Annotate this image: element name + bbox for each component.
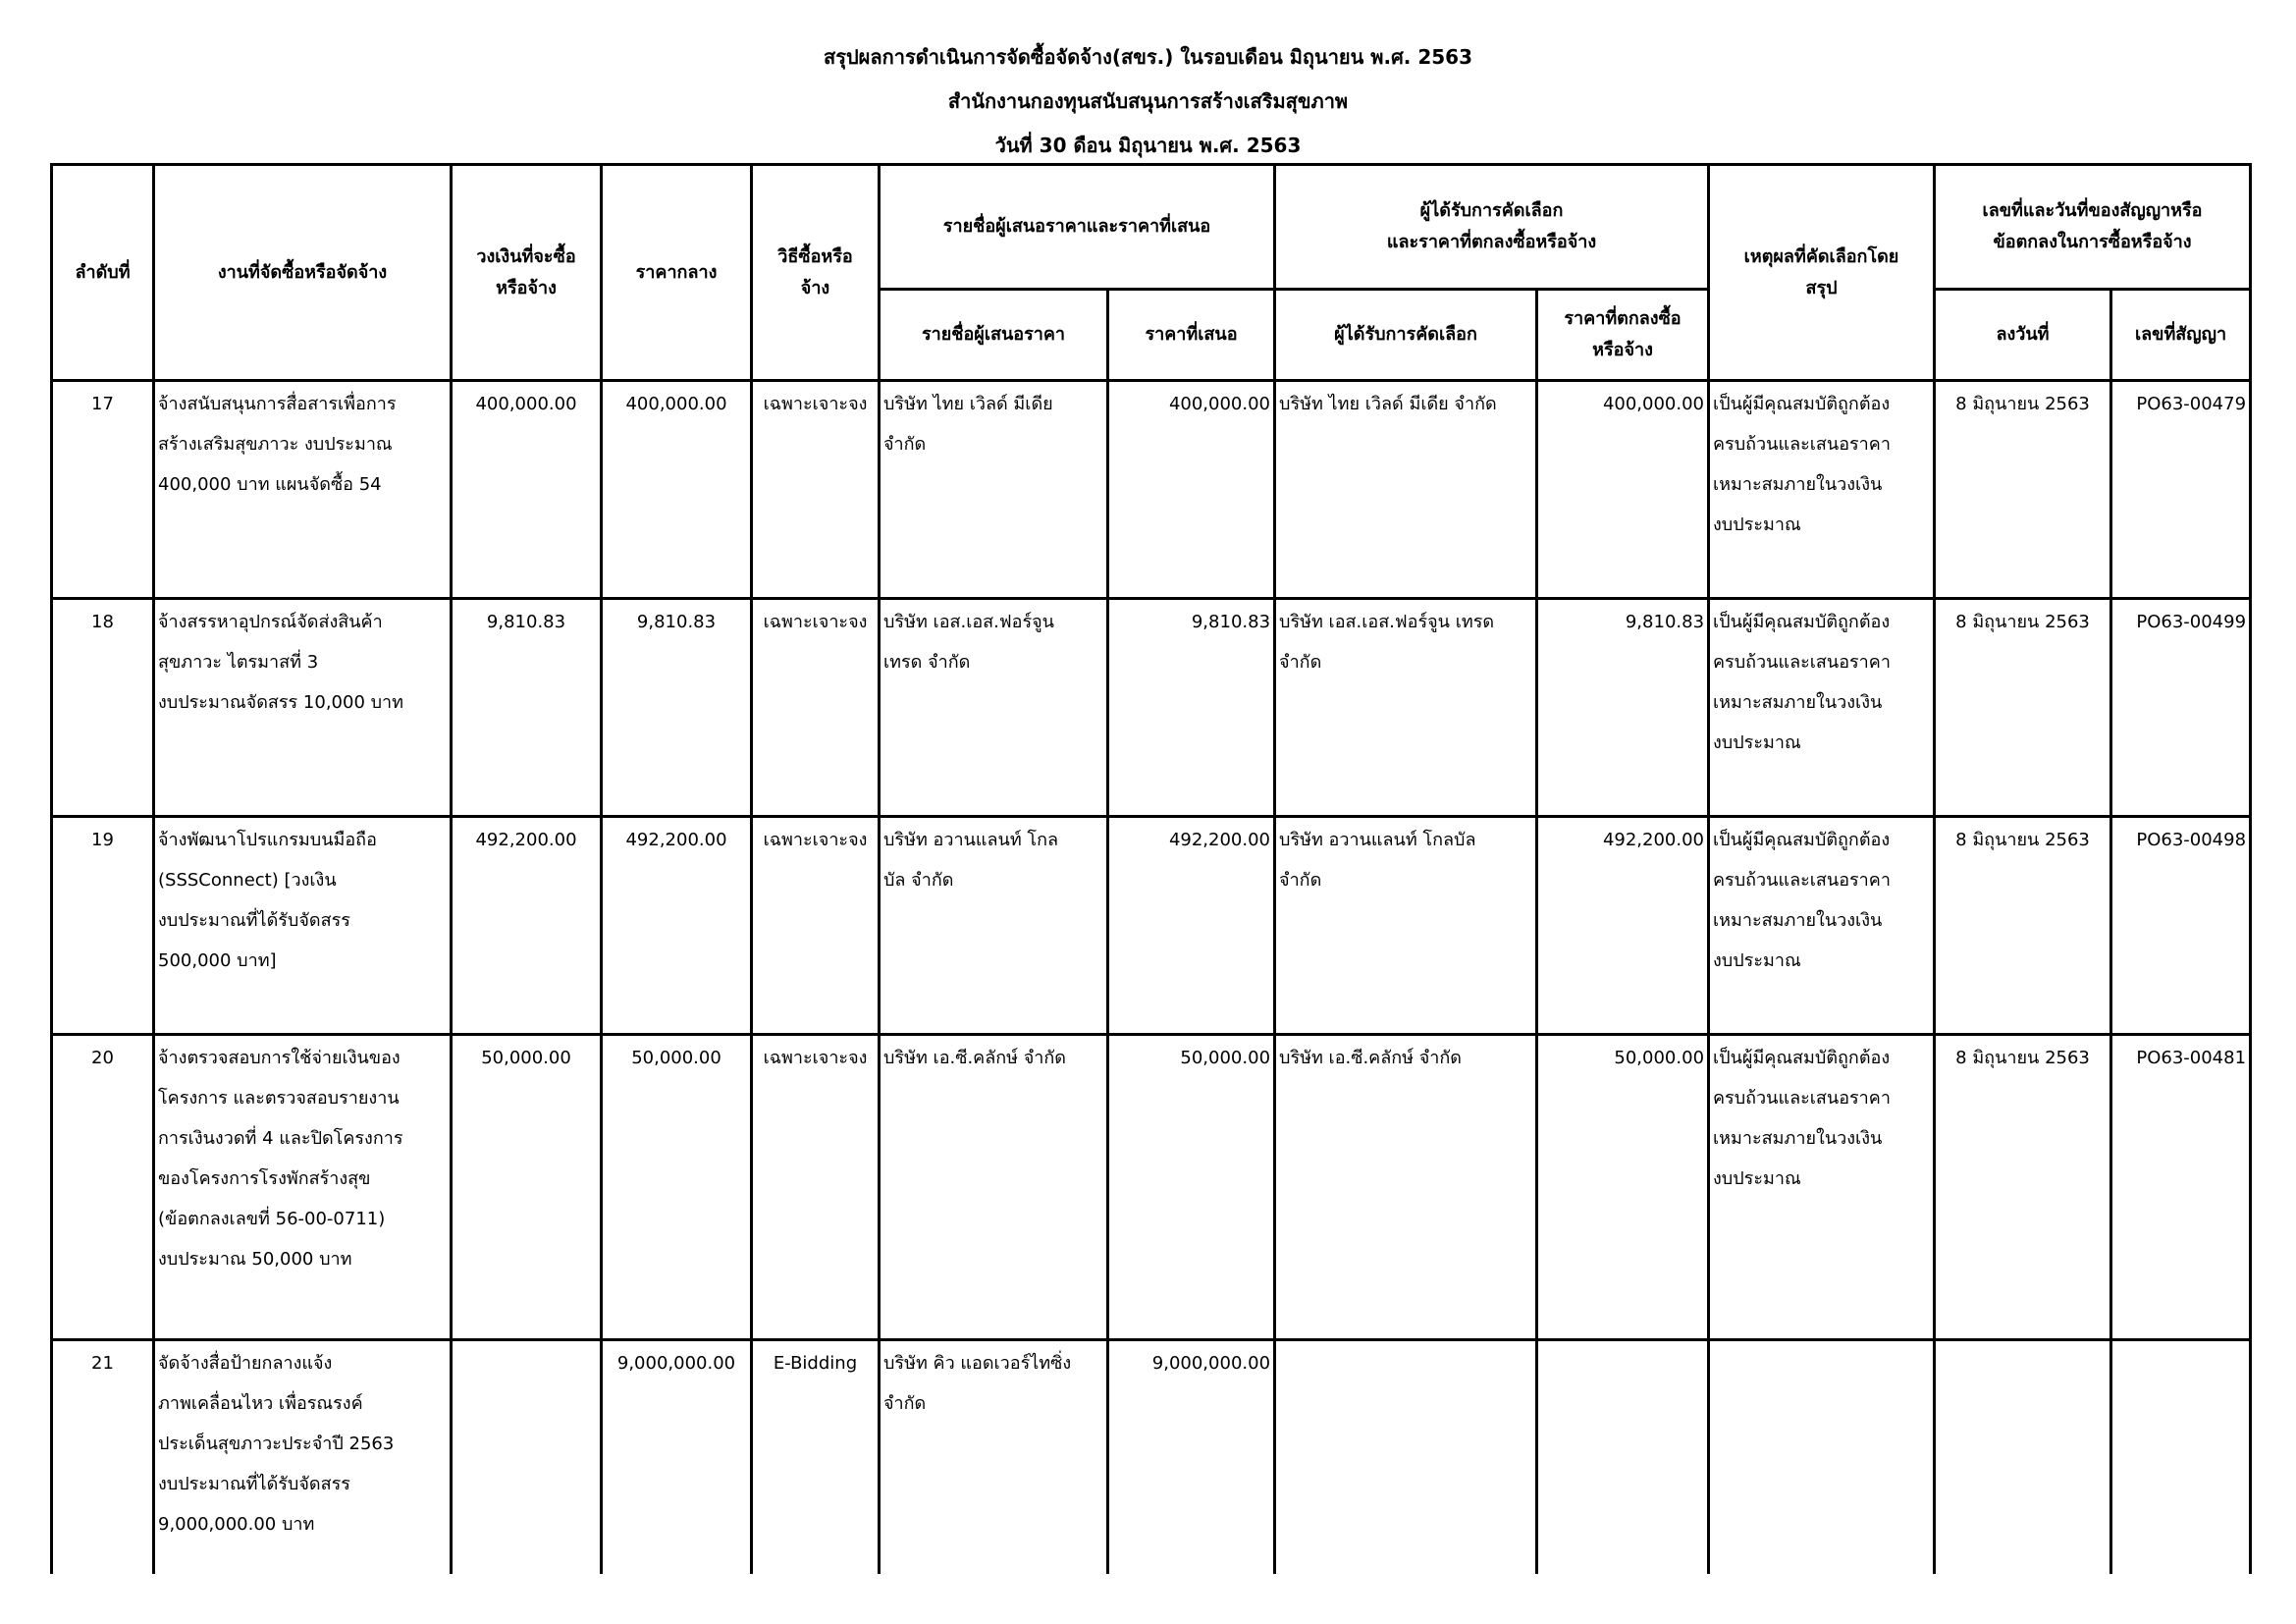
- col-header-contract-group: เลขที่และวันที่ของสัญญาหรือ ข้อตกลงในการซื้อหรือจ้าง: [1935, 165, 2251, 290]
- cell-median-price: 9,000,000.00: [602, 1340, 752, 1575]
- col-header-reason: เหตุผลที่คัดเลือกโดย สรุป: [1709, 165, 1935, 381]
- document-header: [0, 35, 2296, 168]
- cell-reason: [1709, 1340, 1935, 1575]
- cell-task: จ้างสนับสนุนการสื่อสารเพื่อการ สร้างเสริมสุขภาวะ งบประมาณ 400,000 บาท แผนจัดซื้อ 54: [154, 381, 452, 599]
- cell-reason: เป็นผู้มีคุณสมบัติถูกต้อง ครบถ้วนและเสนอราคา เหมาะสมภายในวงเงิน งบประมาณ: [1709, 817, 1935, 1035]
- col-header-task: งานที่จัดซื้อหรือจัดจ้าง: [154, 165, 452, 381]
- cell-no: 20: [52, 1035, 154, 1340]
- cell-agreed-price: 50,000.00: [1537, 1035, 1709, 1340]
- col-header-no: ลำดับที่: [52, 165, 154, 381]
- cell-method: E-Bidding: [752, 1340, 880, 1575]
- cell-median-price: 492,200.00: [602, 817, 752, 1035]
- cell-contract-date: [1935, 1340, 2111, 1575]
- cell-no: 19: [52, 817, 154, 1035]
- cell-no: 18: [52, 599, 154, 817]
- cell-budget: 400,000.00: [452, 381, 602, 599]
- cell-contract-no: PO63-00479: [2111, 381, 2251, 599]
- cell-budget: 50,000.00: [452, 1035, 602, 1340]
- cell-contract-no: PO63-00498: [2111, 817, 2251, 1035]
- col-header-bidder-name: รายชื่อผู้เสนอราคา: [880, 290, 1108, 381]
- cell-contract-date: 8 มิถุนายน 2563: [1935, 381, 2111, 599]
- cell-selected-name: [1275, 1340, 1537, 1575]
- cell-method: เฉพาะเจาะจง: [752, 381, 880, 599]
- cell-bidder-name: บริษัท เอส.เอส.ฟอร์จูน เทรด จำกัด: [880, 599, 1108, 817]
- col-header-contract-no: เลขที่สัญญา: [2111, 290, 2251, 381]
- cell-reason: เป็นผู้มีคุณสมบัติถูกต้อง ครบถ้วนและเสนอราคา เหมาะสมภายในวงเงิน งบประมาณ: [1709, 1035, 1935, 1340]
- cell-task: จัดจ้างสื่อป้ายกลางแจ้ง ภาพเคลื่อนไหว เพื่อรณรงค์ ประเด็นสุขภาวะประจำปี 2563 งบประมาณที่ได้รับจัดสรร 9,000,000.00 บาท: [154, 1340, 452, 1575]
- cell-reason: เป็นผู้มีคุณสมบัติถูกต้อง ครบถ้วนและเสนอราคา เหมาะสมภายในวงเงิน งบประมาณ: [1709, 381, 1935, 599]
- cell-median-price: 9,810.83: [602, 599, 752, 817]
- table-row: [52, 381, 2251, 599]
- agency-name: สำนักงานกองทุนสนับสนุนการสร้างเสริมสุขภาพ: [947, 89, 1349, 113]
- cell-selected-name: บริษัท ไทย เวิลด์ มีเดีย จำกัด: [1275, 381, 1537, 599]
- col-header-agreed-price: ราคาที่ตกลงซื้อ หรือจ้าง: [1537, 290, 1709, 381]
- report-date: วันที่ 30 ดือน มิถุนายน พ.ศ. 2563: [994, 134, 1302, 157]
- cell-reason: เป็นผู้มีคุณสมบัติถูกต้อง ครบถ้วนและเสนอราคา เหมาะสมภายในวงเงิน งบประมาณ: [1709, 599, 1935, 817]
- cell-bidder-name: บริษัท อวานแลนท์ โกล บัล จำกัด: [880, 817, 1108, 1035]
- cell-median-price: 400,000.00: [602, 381, 752, 599]
- cell-selected-name: บริษัท เอส.เอส.ฟอร์จูน เทรด จำกัด: [1275, 599, 1537, 817]
- cell-budget: 9,810.83: [452, 599, 602, 817]
- cell-method: เฉพาะเจาะจง: [752, 599, 880, 817]
- cell-contract-no: PO63-00499: [2111, 599, 2251, 817]
- cell-bid-price: 492,200.00: [1108, 817, 1275, 1035]
- cell-bidder-name: บริษัท ไทย เวิลด์ มีเดีย จำกัด: [880, 381, 1108, 599]
- col-header-selected-name: ผู้ได้รับการคัดเลือก: [1275, 290, 1537, 381]
- table-row: [52, 599, 2251, 817]
- procurement-table: [50, 163, 2252, 1574]
- cell-selected-name: บริษัท เอ.ซี.คลักษ์ จำกัด: [1275, 1035, 1537, 1340]
- cell-agreed-price: 9,810.83: [1537, 599, 1709, 817]
- cell-budget: 492,200.00: [452, 817, 602, 1035]
- col-header-method: วิธีซื้อหรือ จ้าง: [752, 165, 880, 381]
- col-header-selected-group: ผู้ได้รับการคัดเลือก และราคาที่ตกลงซื้อหรือจ้าง: [1275, 165, 1709, 290]
- cell-agreed-price: 492,200.00: [1537, 817, 1709, 1035]
- cell-task: จ้างสรรหาอุปกรณ์จัดส่งสินค้า สุขภาวะ ไตรมาสที่ 3 งบประมาณจัดสรร 10,000 บาท: [154, 599, 452, 817]
- cell-median-price: 50,000.00: [602, 1035, 752, 1340]
- cell-contract-no: PO63-00481: [2111, 1035, 2251, 1340]
- col-header-median-price: ราคากลาง: [602, 165, 752, 381]
- cell-method: เฉพาะเจาะจง: [752, 817, 880, 1035]
- cell-bidder-name: บริษัท เอ.ซี.คลักษ์ จำกัด: [880, 1035, 1108, 1340]
- cell-bid-price: 9,000,000.00: [1108, 1340, 1275, 1575]
- table-body: [52, 381, 2251, 1575]
- cell-selected-name: บริษัท อวานแลนท์ โกลบัล จำกัด: [1275, 817, 1537, 1035]
- col-header-bidders-group: รายชื่อผู้เสนอราคาและราคาที่เสนอ: [880, 165, 1275, 290]
- cell-task: จ้างพัฒนาโปรแกรมบนมือถือ (SSSConnect) [วงเงิน งบประมาณที่ได้รับจัดสรร 500,000 บาท]: [154, 817, 452, 1035]
- cell-no: 21: [52, 1340, 154, 1575]
- cell-bidder-name: บริษัท คิว แอดเวอร์ไทซิ่ง จำกัด: [880, 1340, 1108, 1575]
- cell-bid-price: 400,000.00: [1108, 381, 1275, 599]
- cell-contract-date: 8 มิถุนายน 2563: [1935, 599, 2111, 817]
- cell-budget: [452, 1340, 602, 1575]
- cell-task: จ้างตรวจสอบการใช้จ่ายเงินของ โครงการ และตรวจสอบรายงาน การเงินงวดที่ 4 และปิดโครงการ ของโครงการโรงพักสร้างสุข (ข้อตกลงเลขที่ 56-00-0711) งบประมาณ 50,000 บาท: [154, 1035, 452, 1340]
- table-row: [52, 817, 2251, 1035]
- cell-contract-no: [2111, 1340, 2251, 1575]
- document-title: สรุปผลการดำเนินการจัดซื้อจัดจ้าง(สขร.) ในรอบเดือน มิถุนายน พ.ศ. 2563: [824, 45, 1472, 69]
- col-header-bid-price: ราคาที่เสนอ: [1108, 290, 1275, 381]
- cell-contract-date: 8 มิถุนายน 2563: [1935, 817, 2111, 1035]
- cell-bid-price: 9,810.83: [1108, 599, 1275, 817]
- cell-agreed-price: 400,000.00: [1537, 381, 1709, 599]
- cell-contract-date: 8 มิถุนายน 2563: [1935, 1035, 2111, 1340]
- col-header-contract-date: ลงวันที่: [1935, 290, 2111, 381]
- cell-no: 17: [52, 381, 154, 599]
- table-row: [52, 1035, 2251, 1340]
- cell-bid-price: 50,000.00: [1108, 1035, 1275, 1340]
- cell-method: เฉพาะเจาะจง: [752, 1035, 880, 1340]
- col-header-budget: วงเงินที่จะซื้อ หรือจ้าง: [452, 165, 602, 381]
- table-header: [52, 165, 2251, 381]
- cell-agreed-price: [1537, 1340, 1709, 1575]
- table-row: [52, 1340, 2251, 1575]
